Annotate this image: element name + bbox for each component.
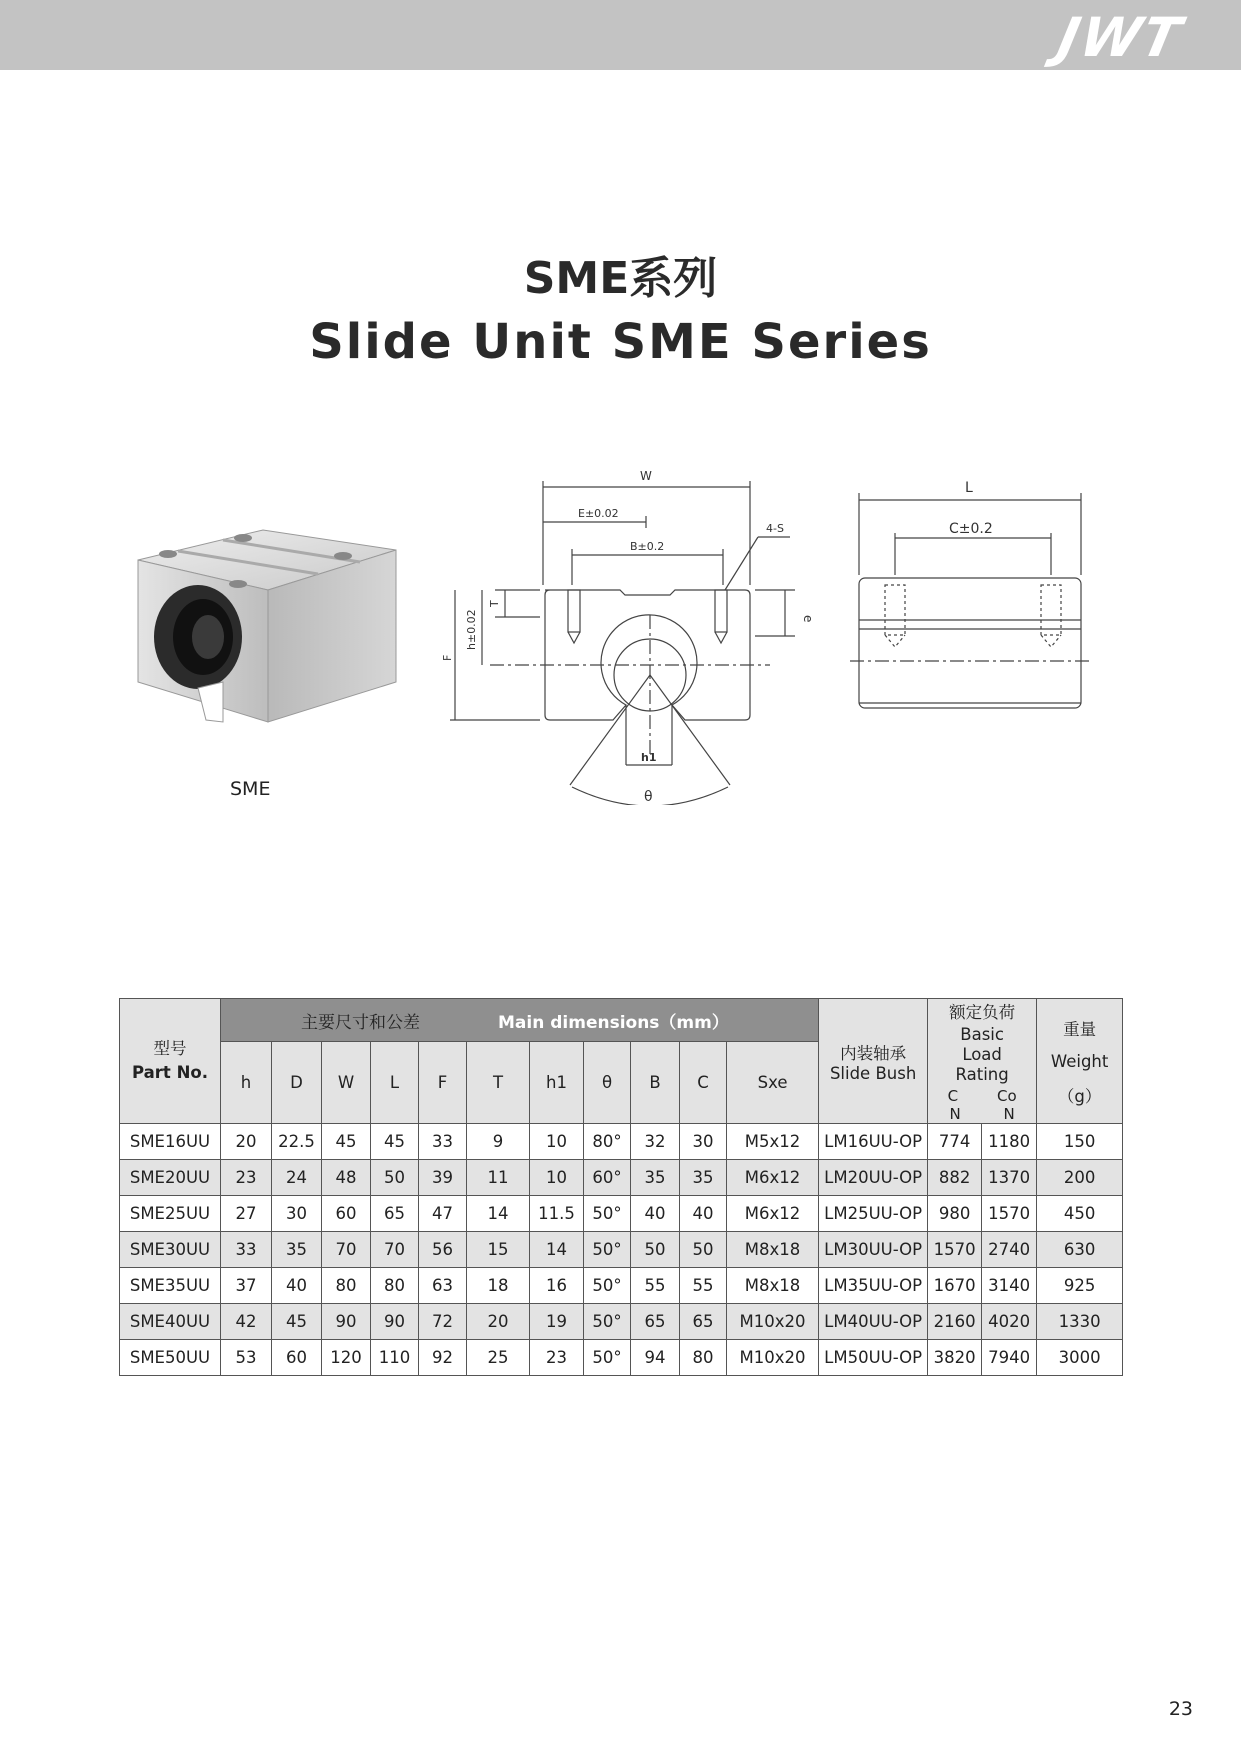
table-cell: 150 xyxy=(1037,1124,1123,1160)
table-cell: 23 xyxy=(530,1340,584,1376)
title-chinese: SME系列 xyxy=(523,253,718,304)
header-bar xyxy=(0,0,1241,70)
table-cell: M10x20 xyxy=(727,1304,819,1340)
table-cell: 65 xyxy=(680,1304,727,1340)
table-cell: 14 xyxy=(467,1196,530,1232)
table-cell: 18 xyxy=(467,1268,530,1304)
table-cell: 50° xyxy=(584,1232,631,1268)
table-cell: 45 xyxy=(322,1124,371,1160)
table-cell: 3000 xyxy=(1037,1340,1123,1376)
table-cell: M8x18 xyxy=(727,1232,819,1268)
column-header: h xyxy=(221,1042,272,1124)
column-header: h1 xyxy=(530,1042,584,1124)
table-cell: 4020 xyxy=(982,1304,1037,1340)
table-cell: 33 xyxy=(221,1232,272,1268)
part-number-cell: SME50UU xyxy=(120,1340,221,1376)
table-cell: 35 xyxy=(272,1232,322,1268)
table-cell: LM20UU-OP xyxy=(819,1160,928,1196)
table-cell: LM50UU-OP xyxy=(819,1340,928,1376)
table-cell: 45 xyxy=(371,1124,419,1160)
table-cell: 10 xyxy=(530,1124,584,1160)
table-cell: 50 xyxy=(371,1160,419,1196)
table-cell: 32 xyxy=(631,1124,680,1160)
column-header: D xyxy=(272,1042,322,1124)
table-cell: 45 xyxy=(272,1304,322,1340)
table-row xyxy=(120,1160,1123,1196)
table-cell: 50° xyxy=(584,1268,631,1304)
label-T: T xyxy=(488,600,501,607)
table-cell: 774 xyxy=(928,1124,982,1160)
table-cell: 7940 xyxy=(982,1340,1037,1376)
table-cell: 35 xyxy=(680,1160,727,1196)
table-cell: LM35UU-OP xyxy=(819,1268,928,1304)
table-cell: 1670 xyxy=(928,1268,982,1304)
main-dimensions-cn: 主要尺寸和公差 xyxy=(301,1012,420,1033)
table-cell: 60 xyxy=(272,1340,322,1376)
table-cell: 70 xyxy=(322,1232,371,1268)
table-row xyxy=(120,1340,1123,1376)
table-cell: M5x12 xyxy=(727,1124,819,1160)
part-number-cell: SME16UU xyxy=(120,1124,221,1160)
table-cell: 50° xyxy=(584,1340,631,1376)
table-cell: 40 xyxy=(680,1196,727,1232)
table-cell: 40 xyxy=(272,1268,322,1304)
weight-en: Weight xyxy=(1050,1051,1109,1071)
table-cell: 47 xyxy=(419,1196,467,1232)
table-cell: 42 xyxy=(221,1304,272,1340)
table-cell: 80 xyxy=(680,1340,727,1376)
table-cell: 15 xyxy=(467,1232,530,1268)
table-cell: 2740 xyxy=(982,1232,1037,1268)
table-cell: 65 xyxy=(371,1196,419,1232)
basic-load-cn: 额定负荷 xyxy=(949,1003,1016,1022)
slide-bush-en: Slide Bush xyxy=(829,1063,917,1083)
table-cell: 110 xyxy=(371,1340,419,1376)
table-row xyxy=(120,1124,1123,1160)
table-cell: 30 xyxy=(680,1124,727,1160)
table-cell: 23 xyxy=(221,1160,272,1196)
column-header: C xyxy=(680,1042,727,1124)
part-number-cell: SME25UU xyxy=(120,1196,221,1232)
part-no-cn: 型号 xyxy=(153,1039,187,1058)
table-cell: 3140 xyxy=(982,1268,1037,1304)
table-cell: M6x12 xyxy=(727,1160,819,1196)
table-cell: 2160 xyxy=(928,1304,982,1340)
page-number: 23 xyxy=(1168,1698,1193,1720)
label-L: L xyxy=(965,480,973,496)
weight-unit: （g） xyxy=(1057,1086,1102,1106)
table-row xyxy=(120,1268,1123,1304)
slide-bush-cn: 内装轴承 xyxy=(840,1043,907,1063)
label-B: B±0.2 xyxy=(630,540,665,553)
table-cell: 56 xyxy=(419,1232,467,1268)
table-cell: 1180 xyxy=(982,1124,1037,1160)
table-cell: 882 xyxy=(928,1160,982,1196)
load-c-unit: N xyxy=(949,1105,961,1123)
table-cell: LM16UU-OP xyxy=(819,1124,928,1160)
table-cell: 200 xyxy=(1037,1160,1123,1196)
column-header: Sxe xyxy=(727,1042,819,1124)
load-c-label: C xyxy=(947,1087,959,1105)
table-cell: 25 xyxy=(467,1340,530,1376)
table-cell: 50 xyxy=(680,1232,727,1268)
table-cell: 1570 xyxy=(982,1196,1037,1232)
label-F: F xyxy=(441,654,454,661)
header-part-no xyxy=(120,999,221,1124)
column-header: W xyxy=(322,1042,371,1124)
column-header: θ xyxy=(584,1042,631,1124)
table-cell: 27 xyxy=(221,1196,272,1232)
side-view-drawing xyxy=(845,475,1095,725)
load-co-unit: N xyxy=(1003,1105,1015,1123)
header-basic-load xyxy=(928,999,1037,1124)
table-cell: 60° xyxy=(584,1160,631,1196)
table-cell: 10 xyxy=(530,1160,584,1196)
table-cell: 72 xyxy=(419,1304,467,1340)
table-cell: 1330 xyxy=(1037,1304,1123,1340)
label-e: e xyxy=(801,615,815,623)
table-cell: 980 xyxy=(928,1196,982,1232)
table-cell: 630 xyxy=(1037,1232,1123,1268)
column-header: L xyxy=(371,1042,419,1124)
header-slide-bush xyxy=(819,999,928,1124)
table-cell: 1370 xyxy=(982,1160,1037,1196)
part-number-cell: SME20UU xyxy=(120,1160,221,1196)
part-no-en: Part No. xyxy=(132,1063,208,1082)
table-cell: 19 xyxy=(530,1304,584,1340)
label-C: C±0.2 xyxy=(949,521,993,537)
table-cell: 60 xyxy=(322,1196,371,1232)
product-image xyxy=(128,512,408,742)
table-cell: LM40UU-OP xyxy=(819,1304,928,1340)
table-cell: 9 xyxy=(467,1124,530,1160)
table-cell: 20 xyxy=(221,1124,272,1160)
label-h: h±0.02 xyxy=(465,609,478,650)
table-cell: 92 xyxy=(419,1340,467,1376)
table-cell: 20 xyxy=(467,1304,530,1340)
table-cell: 40 xyxy=(631,1196,680,1232)
load-co-label: Co xyxy=(997,1087,1017,1105)
column-header: F xyxy=(419,1042,467,1124)
table-cell: 925 xyxy=(1037,1268,1123,1304)
table-cell: 50 xyxy=(631,1232,680,1268)
front-view-drawing xyxy=(440,465,820,805)
spec-table-body xyxy=(120,1124,1123,1376)
table-cell: 70 xyxy=(371,1232,419,1268)
table-row xyxy=(120,1304,1123,1340)
table-row xyxy=(120,1196,1123,1232)
header-weight xyxy=(1037,999,1123,1124)
weight-cn: 重量 xyxy=(1063,1019,1097,1039)
table-cell: 63 xyxy=(419,1268,467,1304)
table-cell: 450 xyxy=(1037,1196,1123,1232)
table-cell: 53 xyxy=(221,1340,272,1376)
table-cell: 50° xyxy=(584,1196,631,1232)
column-header: B xyxy=(631,1042,680,1124)
table-cell: 14 xyxy=(530,1232,584,1268)
label-h1: h1 xyxy=(641,751,657,764)
table-cell: M6x12 xyxy=(727,1196,819,1232)
table-cell: 39 xyxy=(419,1160,467,1196)
table-cell: 120 xyxy=(322,1340,371,1376)
table-cell: 90 xyxy=(371,1304,419,1340)
table-cell: 35 xyxy=(631,1160,680,1196)
table-cell: 48 xyxy=(322,1160,371,1196)
table-cell: 37 xyxy=(221,1268,272,1304)
table-cell: M10x20 xyxy=(727,1340,819,1376)
table-cell: 11 xyxy=(467,1160,530,1196)
table-cell: 90 xyxy=(322,1304,371,1340)
table-row xyxy=(120,1232,1123,1268)
table-cell: LM30UU-OP xyxy=(819,1232,928,1268)
product-label: SME xyxy=(230,778,271,800)
part-number-cell: SME35UU xyxy=(120,1268,221,1304)
table-cell: M8x18 xyxy=(727,1268,819,1304)
table-cell: 11.5 xyxy=(530,1196,584,1232)
table-cell: 50° xyxy=(584,1304,631,1340)
table-cell: 55 xyxy=(680,1268,727,1304)
main-dimensions-en: Main dimensions（mm） xyxy=(498,1012,729,1033)
part-number-cell: SME40UU xyxy=(120,1304,221,1340)
spec-table xyxy=(119,998,1123,1376)
label-4S: 4-S xyxy=(766,522,784,535)
part-number-cell: SME30UU xyxy=(120,1232,221,1268)
label-W: W xyxy=(640,469,652,483)
header-main-dimensions xyxy=(221,999,819,1042)
table-cell: 3820 xyxy=(928,1340,982,1376)
table-cell: 16 xyxy=(530,1268,584,1304)
table-cell: 22.5 xyxy=(272,1124,322,1160)
table-cell: 55 xyxy=(631,1268,680,1304)
table-cell: 80 xyxy=(322,1268,371,1304)
table-cell: 33 xyxy=(419,1124,467,1160)
label-E: E±0.02 xyxy=(578,507,619,520)
table-cell: 94 xyxy=(631,1340,680,1376)
table-cell: 30 xyxy=(272,1196,322,1232)
table-cell: LM25UU-OP xyxy=(819,1196,928,1232)
brand-logo: JWT xyxy=(1051,6,1188,69)
label-theta: θ xyxy=(644,789,653,805)
table-cell: 24 xyxy=(272,1160,322,1196)
table-cell: 65 xyxy=(631,1304,680,1340)
table-cell: 1570 xyxy=(928,1232,982,1268)
table-cell: 80° xyxy=(584,1124,631,1160)
table-cell: 80 xyxy=(371,1268,419,1304)
basic-load-en: Basic Load Rating xyxy=(955,1025,1009,1084)
column-header: T xyxy=(467,1042,530,1124)
title-english: Slide Unit SME Series xyxy=(309,314,932,370)
